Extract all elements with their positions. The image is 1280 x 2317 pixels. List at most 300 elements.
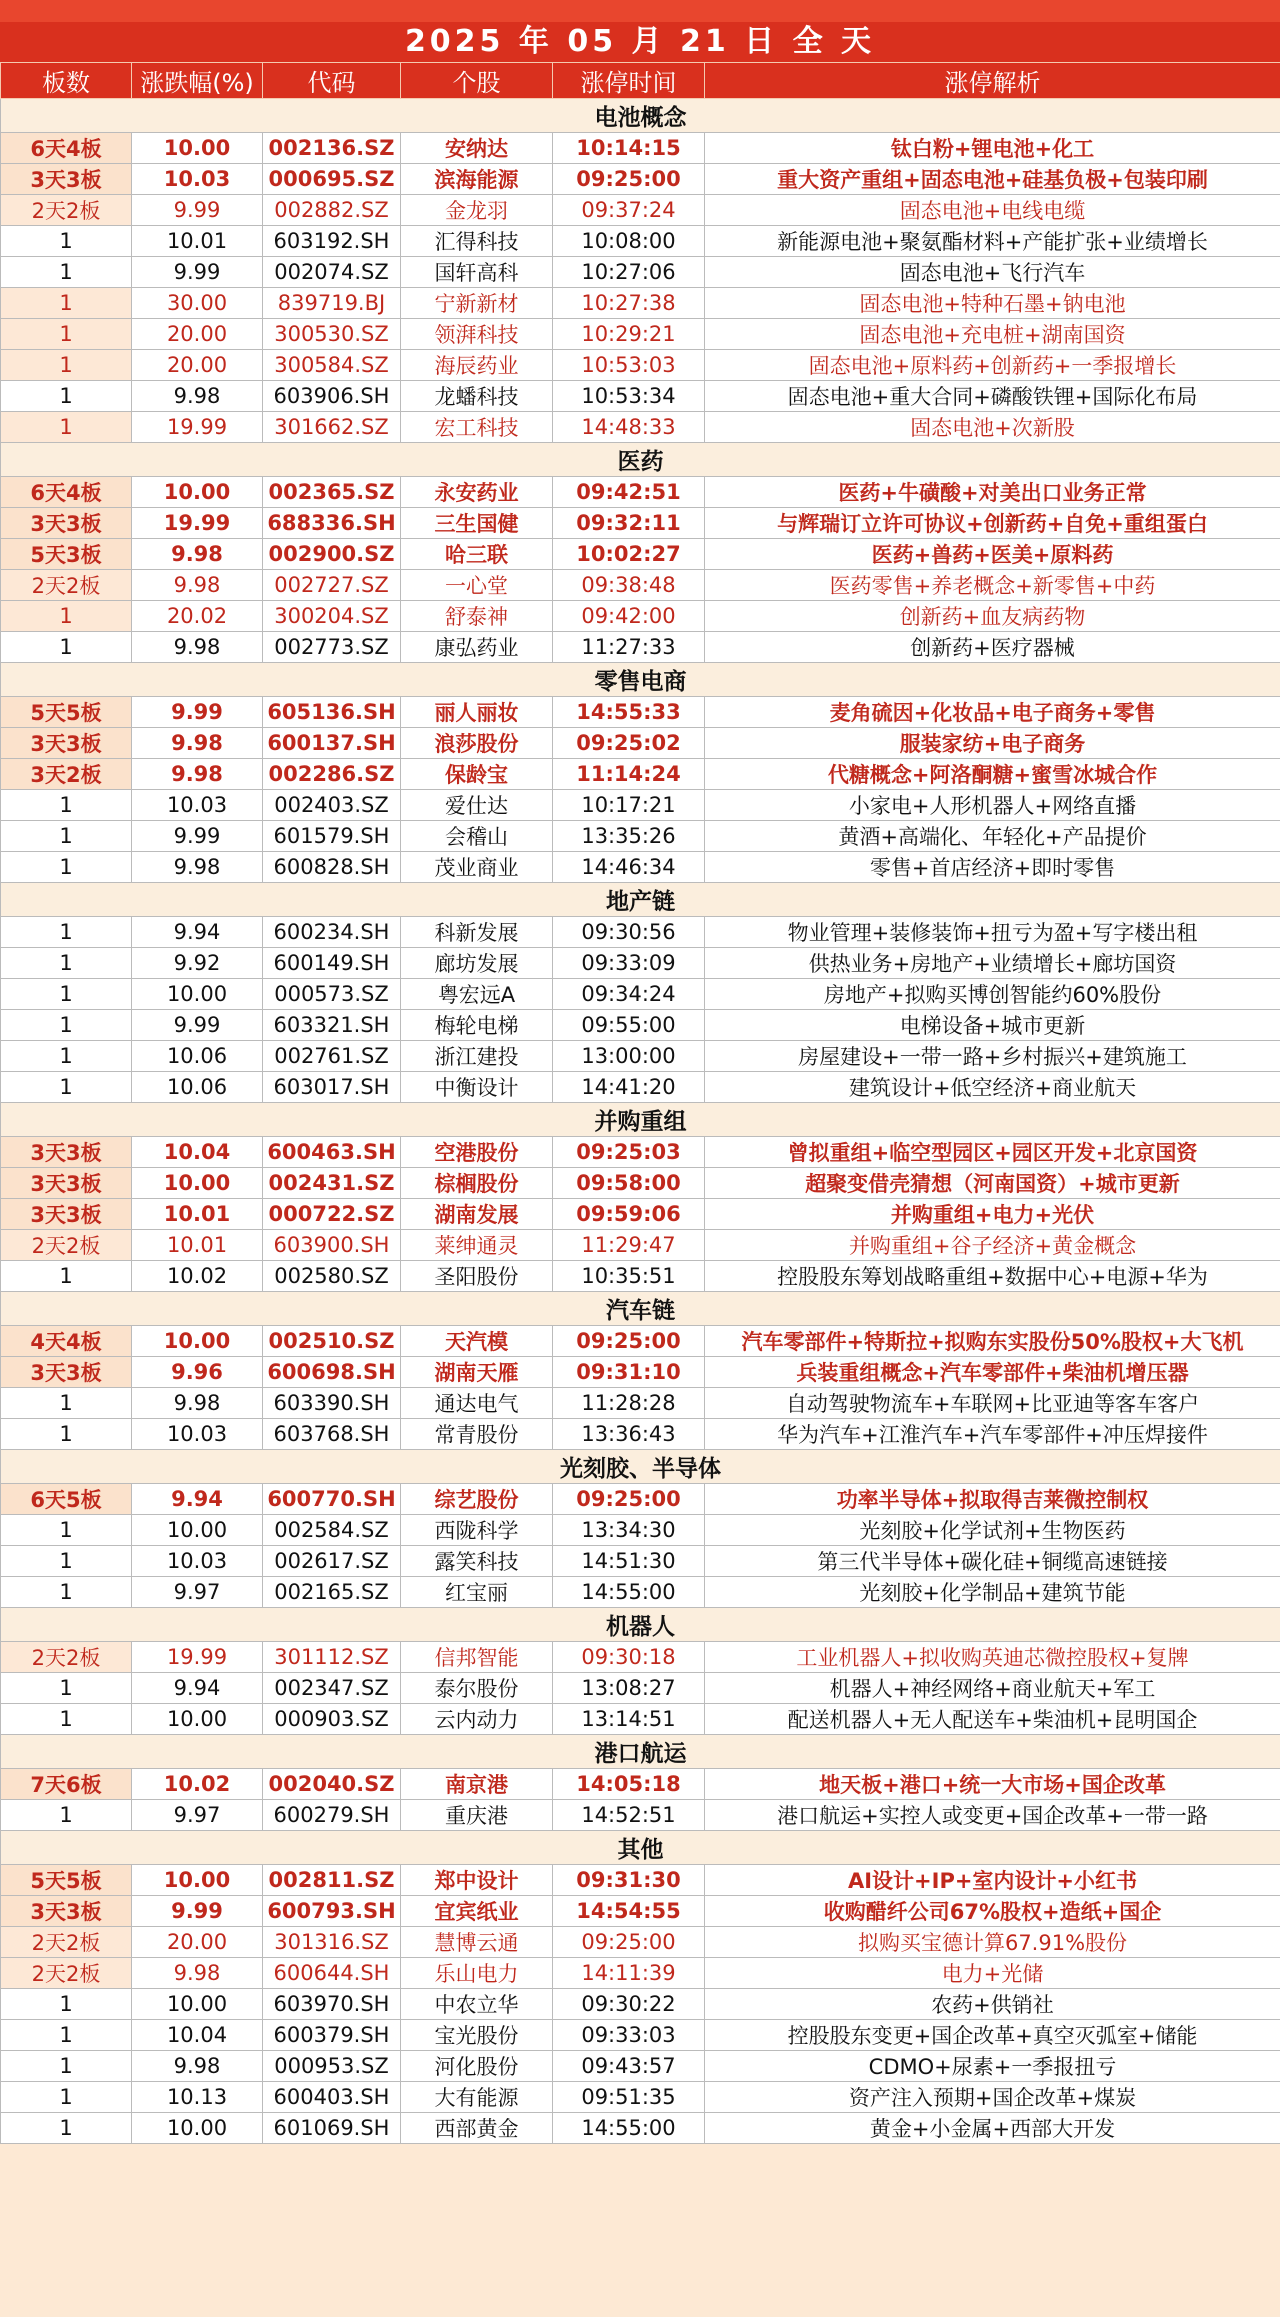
analysis-cell: 第三代半导体+碳化硅+铜缆高速链接 (705, 1546, 1280, 1577)
stock-code-cell: 000722.SZ (263, 1199, 401, 1230)
stock-code-cell: 688336.SH (263, 508, 401, 539)
stock-code-cell: 301316.SZ (263, 1927, 401, 1958)
analysis-cell: 供热业务+房地产+业绩增长+廊坊国资 (705, 948, 1280, 979)
stock-code-cell: 300204.SZ (263, 601, 401, 632)
change-pct-cell: 10.00 (132, 1865, 263, 1896)
limit-time-cell: 09:25:00 (553, 1927, 705, 1958)
table-row (1, 759, 1280, 790)
board-count-cell: 6天4板 (1, 133, 132, 164)
analysis-cell: 兵装重组概念+汽车零部件+柴油机增压器 (705, 1357, 1280, 1388)
board-count-cell: 1 (1, 1800, 132, 1831)
analysis-cell: 医药+牛磺酸+对美出口业务正常 (705, 477, 1280, 508)
header-stock: 个股 (401, 63, 553, 99)
analysis-cell: 固态电池+充电桩+湖南国资 (705, 319, 1280, 350)
analysis-cell: 收购醋纤公司67%股权+造纸+国企 (705, 1896, 1280, 1927)
analysis-cell: 配送机器人+无人配送车+柴油机+昆明国企 (705, 1704, 1280, 1735)
board-count-cell: 1 (1, 948, 132, 979)
limit-time-cell: 14:54:55 (553, 1896, 705, 1927)
table-row (1, 1419, 1280, 1450)
change-pct-cell: 10.02 (132, 1261, 263, 1292)
limit-time-cell: 09:58:00 (553, 1168, 705, 1199)
stock-code-cell: 000695.SZ (263, 164, 401, 195)
board-count-cell: 1 (1, 1577, 132, 1608)
limit-time-cell: 09:37:24 (553, 195, 705, 226)
stock-name-cell: 会稽山 (401, 821, 553, 852)
table-row (1, 948, 1280, 979)
change-pct-cell: 20.00 (132, 1927, 263, 1958)
limit-time-cell: 13:08:27 (553, 1673, 705, 1704)
change-pct-cell: 9.96 (132, 1357, 263, 1388)
board-count-cell: 1 (1, 412, 132, 443)
change-pct-cell: 9.92 (132, 948, 263, 979)
limit-time-cell: 10:02:27 (553, 539, 705, 570)
change-pct-cell: 10.04 (132, 2020, 263, 2051)
change-pct-cell: 30.00 (132, 288, 263, 319)
stock-code-cell: 600828.SH (263, 852, 401, 883)
stock-code-cell: 002365.SZ (263, 477, 401, 508)
stock-name-cell: 空港股份 (401, 1137, 553, 1168)
stock-code-cell: 002584.SZ (263, 1515, 401, 1546)
table-row (1, 226, 1280, 257)
change-pct-cell: 9.94 (132, 1673, 263, 1704)
stock-code-cell: 002286.SZ (263, 759, 401, 790)
limit-time-cell: 10:08:00 (553, 226, 705, 257)
stock-code-cell: 002773.SZ (263, 632, 401, 663)
board-count-cell: 1 (1, 2082, 132, 2113)
table-row (1, 728, 1280, 759)
limit-time-cell: 10:53:03 (553, 350, 705, 381)
stock-name-cell: 红宝丽 (401, 1577, 553, 1608)
analysis-cell: 电力+光储 (705, 1958, 1280, 1989)
stock-code-cell: 601069.SH (263, 2113, 401, 2144)
board-count-cell: 3天3板 (1, 1137, 132, 1168)
board-count-cell: 1 (1, 319, 132, 350)
table-row (1, 1230, 1280, 1261)
board-count-cell: 1 (1, 917, 132, 948)
stock-code-cell: 603906.SH (263, 381, 401, 412)
section-name: 零售电商 (1, 663, 1280, 697)
analysis-cell: 固态电池+次新股 (705, 412, 1280, 443)
board-count-cell: 1 (1, 381, 132, 412)
table-row (1, 1326, 1280, 1357)
analysis-cell: 固态电池+电线电缆 (705, 195, 1280, 226)
stock-name-cell: 宏工科技 (401, 412, 553, 443)
header-code: 代码 (263, 63, 401, 99)
limit-time-cell: 09:59:06 (553, 1199, 705, 1230)
stock-name-cell: 慧博云通 (401, 1927, 553, 1958)
section-header (1, 1608, 1280, 1642)
stock-code-cell: 002727.SZ (263, 570, 401, 601)
stock-code-cell: 002761.SZ (263, 1041, 401, 1072)
stock-code-cell: 600463.SH (263, 1137, 401, 1168)
board-count-cell: 1 (1, 2051, 132, 2082)
analysis-cell: CDMO+尿素+一季报扭亏 (705, 2051, 1280, 2082)
change-pct-cell: 10.00 (132, 133, 263, 164)
stock-code-cell: 002165.SZ (263, 1577, 401, 1608)
limit-time-cell: 09:51:35 (553, 2082, 705, 2113)
limit-time-cell: 11:29:47 (553, 1230, 705, 1261)
limit-time-cell: 10:27:38 (553, 288, 705, 319)
board-count-cell: 5天3板 (1, 539, 132, 570)
limit-time-cell: 09:38:48 (553, 570, 705, 601)
limit-time-cell: 11:14:24 (553, 759, 705, 790)
board-count-cell: 2天2板 (1, 1927, 132, 1958)
board-count-cell: 4天4板 (1, 1326, 132, 1357)
board-count-cell: 1 (1, 1072, 132, 1103)
stock-code-cell: 603390.SH (263, 1388, 401, 1419)
change-pct-cell: 9.97 (132, 1577, 263, 1608)
limit-time-cell: 14:55:00 (553, 1577, 705, 1608)
header-limit-time: 涨停时间 (553, 63, 705, 99)
board-count-cell: 1 (1, 2020, 132, 2051)
stock-code-cell: 002811.SZ (263, 1865, 401, 1896)
analysis-cell: 并购重组+谷子经济+黄金概念 (705, 1230, 1280, 1261)
board-count-cell: 1 (1, 790, 132, 821)
analysis-cell: 与辉瑞订立许可协议+创新药+自免+重组蛋白 (705, 508, 1280, 539)
stock-name-cell: 湖南发展 (401, 1199, 553, 1230)
limit-time-cell: 09:33:09 (553, 948, 705, 979)
change-pct-cell: 10.01 (132, 1230, 263, 1261)
table-row (1, 821, 1280, 852)
table-row (1, 164, 1280, 195)
stock-name-cell: 乐山电力 (401, 1958, 553, 1989)
top-strip (0, 0, 1280, 22)
stock-code-cell: 002580.SZ (263, 1261, 401, 1292)
board-count-cell: 2天2板 (1, 195, 132, 226)
limit-time-cell: 09:25:03 (553, 1137, 705, 1168)
table-body (1, 99, 1280, 2144)
table-row (1, 1577, 1280, 1608)
board-count-cell: 3天3板 (1, 508, 132, 539)
change-pct-cell: 20.00 (132, 350, 263, 381)
board-count-cell: 1 (1, 1419, 132, 1450)
change-pct-cell: 19.99 (132, 412, 263, 443)
change-pct-cell: 9.98 (132, 1388, 263, 1419)
change-pct-cell: 10.00 (132, 1704, 263, 1735)
change-pct-cell: 9.98 (132, 852, 263, 883)
stock-code-cell: 002510.SZ (263, 1326, 401, 1357)
table-row (1, 1357, 1280, 1388)
stock-code-cell: 839719.BJ (263, 288, 401, 319)
limit-time-cell: 14:55:00 (553, 2113, 705, 2144)
board-count-cell: 1 (1, 226, 132, 257)
limit-time-cell: 09:34:24 (553, 979, 705, 1010)
limit-time-cell: 09:30:22 (553, 1989, 705, 2020)
analysis-cell: 创新药+医疗器械 (705, 632, 1280, 663)
limit-time-cell: 09:25:00 (553, 1326, 705, 1357)
stock-code-cell: 600137.SH (263, 728, 401, 759)
table-row (1, 601, 1280, 632)
stock-name-cell: 宝光股份 (401, 2020, 553, 2051)
analysis-cell: 曾拟重组+临空型园区+园区开发+北京国资 (705, 1137, 1280, 1168)
stock-name-cell: 通达电气 (401, 1388, 553, 1419)
limit-time-cell: 14:11:39 (553, 1958, 705, 1989)
board-count-cell: 5天5板 (1, 1865, 132, 1896)
analysis-cell: 代糖概念+阿洛酮糖+蜜雪冰城合作 (705, 759, 1280, 790)
board-count-cell: 1 (1, 1261, 132, 1292)
stock-name-cell: 常青股份 (401, 1419, 553, 1450)
board-count-cell: 1 (1, 979, 132, 1010)
board-count-cell: 5天5板 (1, 697, 132, 728)
section-name: 电池概念 (1, 99, 1280, 133)
stock-name-cell: 宁新新材 (401, 288, 553, 319)
limit-time-cell: 09:43:57 (553, 2051, 705, 2082)
limit-time-cell: 14:46:34 (553, 852, 705, 883)
stock-name-cell: 一心堂 (401, 570, 553, 601)
table-row (1, 195, 1280, 226)
stock-name-cell: 粤宏远A (401, 979, 553, 1010)
section-name: 并购重组 (1, 1103, 1280, 1137)
board-count-cell: 6天4板 (1, 477, 132, 508)
change-pct-cell: 10.00 (132, 2113, 263, 2144)
analysis-cell: 新能源电池+聚氨酯材料+产能扩张+业绩增长 (705, 226, 1280, 257)
table-row (1, 1896, 1280, 1927)
stock-name-cell: 梅轮电梯 (401, 1010, 553, 1041)
limit-time-cell: 14:55:33 (553, 697, 705, 728)
analysis-cell: 医药+兽药+医美+原料药 (705, 539, 1280, 570)
stock-code-cell: 002431.SZ (263, 1168, 401, 1199)
board-count-cell: 1 (1, 1704, 132, 1735)
analysis-cell: 建筑设计+低空经济+商业航天 (705, 1072, 1280, 1103)
table-row (1, 1642, 1280, 1673)
table-row (1, 979, 1280, 1010)
stock-name-cell: 圣阳股份 (401, 1261, 553, 1292)
stock-name-cell: 重庆港 (401, 1800, 553, 1831)
analysis-cell: 固态电池+飞行汽车 (705, 257, 1280, 288)
analysis-cell: 电梯设备+城市更新 (705, 1010, 1280, 1041)
section-header (1, 1735, 1280, 1769)
stock-name-cell: 河化股份 (401, 2051, 553, 2082)
analysis-cell: 服装家纺+电子商务 (705, 728, 1280, 759)
change-pct-cell: 10.01 (132, 1199, 263, 1230)
board-count-cell: 1 (1, 821, 132, 852)
board-count-cell: 2天2板 (1, 570, 132, 601)
table-row (1, 790, 1280, 821)
analysis-cell: 固态电池+原料药+创新药+一季报增长 (705, 350, 1280, 381)
stock-code-cell: 603900.SH (263, 1230, 401, 1261)
analysis-cell: 黄金+小金属+西部大开发 (705, 2113, 1280, 2144)
analysis-cell: 医药零售+养老概念+新零售+中药 (705, 570, 1280, 601)
change-pct-cell: 10.03 (132, 790, 263, 821)
stock-code-cell: 300530.SZ (263, 319, 401, 350)
stock-code-cell: 000573.SZ (263, 979, 401, 1010)
table-row (1, 1927, 1280, 1958)
header-row (1, 63, 1280, 99)
section-name: 机器人 (1, 1608, 1280, 1642)
stock-code-cell: 600698.SH (263, 1357, 401, 1388)
stock-code-cell: 301112.SZ (263, 1642, 401, 1673)
section-header (1, 663, 1280, 697)
limit-time-cell: 09:33:03 (553, 2020, 705, 2051)
table-row (1, 288, 1280, 319)
change-pct-cell: 9.94 (132, 1484, 263, 1515)
section-header (1, 1450, 1280, 1484)
table-row (1, 1769, 1280, 1800)
stock-code-cell: 002136.SZ (263, 133, 401, 164)
stock-name-cell: 科新发展 (401, 917, 553, 948)
stock-name-cell: 金龙羽 (401, 195, 553, 226)
limit-time-cell: 10:29:21 (553, 319, 705, 350)
board-count-cell: 3天2板 (1, 759, 132, 790)
stock-name-cell: 棕榈股份 (401, 1168, 553, 1199)
section-name: 医药 (1, 443, 1280, 477)
table-row (1, 1515, 1280, 1546)
header-board-count: 板数 (1, 63, 132, 99)
stock-code-cell: 002074.SZ (263, 257, 401, 288)
change-pct-cell: 10.03 (132, 1546, 263, 1577)
stock-code-cell: 600770.SH (263, 1484, 401, 1515)
stock-code-cell: 000903.SZ (263, 1704, 401, 1735)
limit-time-cell: 13:34:30 (553, 1515, 705, 1546)
section-header (1, 883, 1280, 917)
header-analysis: 涨停解析 (705, 63, 1280, 99)
limit-time-cell: 13:35:26 (553, 821, 705, 852)
stock-code-cell: 600644.SH (263, 1958, 401, 1989)
board-count-cell: 1 (1, 1989, 132, 2020)
table-row (1, 1199, 1280, 1230)
analysis-cell: 资产注入预期+国企改革+煤炭 (705, 2082, 1280, 2113)
board-count-cell: 1 (1, 1673, 132, 1704)
stock-code-cell: 603192.SH (263, 226, 401, 257)
change-pct-cell: 9.99 (132, 697, 263, 728)
board-count-cell: 3天3板 (1, 1199, 132, 1230)
stock-code-cell: 002347.SZ (263, 1673, 401, 1704)
stock-name-cell: 宜宾纸业 (401, 1896, 553, 1927)
board-count-cell: 2天2板 (1, 1642, 132, 1673)
stock-name-cell: 安纳达 (401, 133, 553, 164)
table-row (1, 477, 1280, 508)
stock-name-cell: 廊坊发展 (401, 948, 553, 979)
board-count-cell: 1 (1, 1010, 132, 1041)
stock-name-cell: 滨海能源 (401, 164, 553, 195)
section-header (1, 1292, 1280, 1326)
change-pct-cell: 9.98 (132, 570, 263, 601)
table-row (1, 350, 1280, 381)
limit-time-cell: 09:42:00 (553, 601, 705, 632)
stock-code-cell: 002403.SZ (263, 790, 401, 821)
board-count-cell: 1 (1, 1041, 132, 1072)
analysis-cell: 固态电池+特种石墨+钠电池 (705, 288, 1280, 319)
change-pct-cell: 9.94 (132, 917, 263, 948)
analysis-cell: 固态电池+重大合同+磷酸铁锂+国际化布局 (705, 381, 1280, 412)
table-row (1, 2082, 1280, 2113)
table-row (1, 570, 1280, 601)
analysis-cell: 物业管理+装修装饰+扭亏为盈+写字楼出租 (705, 917, 1280, 948)
board-count-cell: 3天3板 (1, 728, 132, 759)
limit-time-cell: 09:25:00 (553, 164, 705, 195)
section-header (1, 99, 1280, 133)
table-row (1, 1484, 1280, 1515)
table-row (1, 1865, 1280, 1896)
stock-name-cell: 云内动力 (401, 1704, 553, 1735)
stock-name-cell: 信邦智能 (401, 1642, 553, 1673)
board-count-cell: 1 (1, 632, 132, 663)
limit-time-cell: 14:48:33 (553, 412, 705, 443)
stock-code-cell: 300584.SZ (263, 350, 401, 381)
stock-name-cell: 丽人丽妆 (401, 697, 553, 728)
table-row (1, 319, 1280, 350)
limit-time-cell: 09:30:18 (553, 1642, 705, 1673)
change-pct-cell: 10.02 (132, 1769, 263, 1800)
analysis-cell: 并购重组+电力+光伏 (705, 1199, 1280, 1230)
stock-name-cell: 西部黄金 (401, 2113, 553, 2144)
change-pct-cell: 9.98 (132, 759, 263, 790)
change-pct-cell: 9.98 (132, 632, 263, 663)
analysis-cell: 功率半导体+拟取得吉莱微控制权 (705, 1484, 1280, 1515)
change-pct-cell: 20.02 (132, 601, 263, 632)
change-pct-cell: 10.13 (132, 2082, 263, 2113)
table-row (1, 133, 1280, 164)
board-count-cell: 1 (1, 288, 132, 319)
analysis-cell: AI设计+IP+室内设计+小红书 (705, 1865, 1280, 1896)
analysis-cell: 自动驾驶物流车+车联网+比亚迪等客车客户 (705, 1388, 1280, 1419)
analysis-cell: 麦角硫因+化妆品+电子商务+零售 (705, 697, 1280, 728)
analysis-cell: 汽车零部件+特斯拉+拟购东实股份50%股权+大飞机 (705, 1326, 1280, 1357)
limit-time-cell: 11:28:28 (553, 1388, 705, 1419)
table-row (1, 1958, 1280, 1989)
change-pct-cell: 10.00 (132, 979, 263, 1010)
limit-time-cell: 14:51:30 (553, 1546, 705, 1577)
limit-time-cell: 10:53:34 (553, 381, 705, 412)
board-count-cell: 1 (1, 601, 132, 632)
stock-name-cell: 泰尔股份 (401, 1673, 553, 1704)
table-row (1, 1673, 1280, 1704)
stock-code-cell: 000953.SZ (263, 2051, 401, 2082)
stock-code-cell: 600149.SH (263, 948, 401, 979)
change-pct-cell: 9.99 (132, 195, 263, 226)
analysis-cell: 超聚变借壳猜想（河南国资）+城市更新 (705, 1168, 1280, 1199)
table-row (1, 2113, 1280, 2144)
change-pct-cell: 9.97 (132, 1800, 263, 1831)
board-count-cell: 1 (1, 350, 132, 381)
change-pct-cell: 9.99 (132, 257, 263, 288)
board-count-cell: 1 (1, 2113, 132, 2144)
stock-code-cell: 600234.SH (263, 917, 401, 948)
table-row (1, 917, 1280, 948)
stock-name-cell: 浪莎股份 (401, 728, 553, 759)
stock-name-cell: 湖南天雁 (401, 1357, 553, 1388)
stock-name-cell: 综艺股份 (401, 1484, 553, 1515)
stock-name-cell: 天汽模 (401, 1326, 553, 1357)
analysis-cell: 地天板+港口+统一大市场+国企改革 (705, 1769, 1280, 1800)
table-row (1, 539, 1280, 570)
change-pct-cell: 10.03 (132, 164, 263, 195)
change-pct-cell: 10.00 (132, 1168, 263, 1199)
table-row (1, 1168, 1280, 1199)
analysis-cell: 重大资产重组+固态电池+硅基负极+包装印刷 (705, 164, 1280, 195)
change-pct-cell: 9.99 (132, 1010, 263, 1041)
change-pct-cell: 19.99 (132, 1642, 263, 1673)
change-pct-cell: 9.98 (132, 1958, 263, 1989)
change-pct-cell: 10.06 (132, 1041, 263, 1072)
change-pct-cell: 9.98 (132, 2051, 263, 2082)
limit-time-cell: 13:36:43 (553, 1419, 705, 1450)
limit-time-cell: 09:30:56 (553, 917, 705, 948)
analysis-cell: 光刻胶+化学试剂+生物医药 (705, 1515, 1280, 1546)
table-row (1, 1261, 1280, 1292)
stock-name-cell: 茂业商业 (401, 852, 553, 883)
table-row (1, 1072, 1280, 1103)
table-row (1, 1989, 1280, 2020)
board-count-cell: 3天3板 (1, 1357, 132, 1388)
analysis-cell: 工业机器人+拟收购英迪芯微控股权+复牌 (705, 1642, 1280, 1673)
limit-time-cell: 11:27:33 (553, 632, 705, 663)
table-row (1, 2051, 1280, 2082)
stock-code-cell: 600279.SH (263, 1800, 401, 1831)
table-row (1, 1137, 1280, 1168)
stock-name-cell: 爱仕达 (401, 790, 553, 821)
change-pct-cell: 9.99 (132, 821, 263, 852)
